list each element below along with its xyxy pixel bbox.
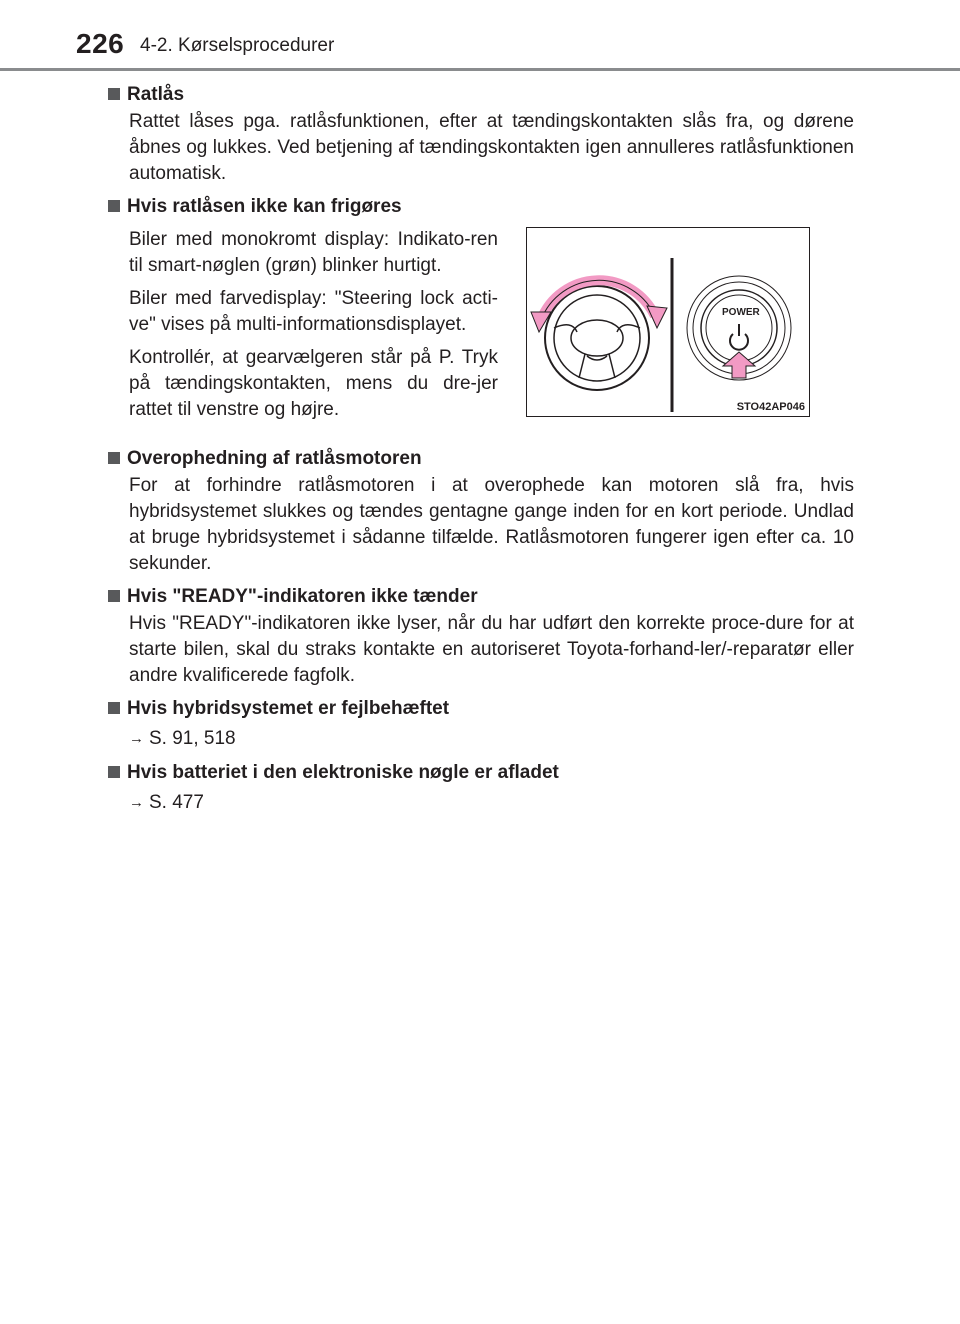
- heading-text: Overophedning af ratlåsmotoren: [127, 448, 422, 469]
- steering-wheel-icon: [545, 286, 649, 390]
- square-bullet-icon: [108, 452, 120, 464]
- page-header: [0, 0, 960, 75]
- section-heading: [108, 192, 854, 221]
- square-bullet-icon: [108, 590, 120, 602]
- chapter-title: 4-2. Kørselsprocedurer: [140, 35, 335, 56]
- text-and-figure: [129, 227, 854, 430]
- section-ratlaas-frigoeres: [108, 192, 854, 430]
- section-heading: [108, 582, 854, 611]
- section-ratlaas: [108, 80, 854, 187]
- right-arrow-icon: →: [129, 794, 144, 811]
- page-content: [108, 80, 854, 816]
- section-batteri-afladet: [108, 758, 854, 816]
- heading-text: Hvis "READY"-indikatoren ikke tænder: [127, 586, 478, 607]
- paragraph: Kontrollér, at gearvælgeren står på P. Tryk på tændingskontakten, mens du dre-jer rattet til venstre og højre.: [129, 347, 498, 420]
- section-body: For at forhindre ratlåsmotoren i at overophede kan motoren slå fra, hvis hybridsystemet slukkes og tændes gentagne gange inden for en kort periode. Undlad at bruge hybridsystemet i sådanne tilfælde. Ratlåsmotoren fungerer igen efter ca. 10 sekunder.: [129, 475, 854, 574]
- section-hybridsystem-fejl: [108, 694, 854, 752]
- square-bullet-icon: [108, 766, 120, 778]
- figure-illustration: [527, 228, 809, 416]
- heading-text: Hvis hybridsystemet er fejlbehæftet: [127, 698, 450, 719]
- page-reference: [129, 790, 854, 816]
- square-bullet-icon: [108, 702, 120, 714]
- section-body: Rattet låses pga. ratlåsfunktionen, efter at tændingskontakten slås fra, og dørene åbnes og lukkes. Ved betjening af tændingskontakten igen annulleres ratlåsfunktionen automatisk.: [129, 111, 854, 184]
- instruction-text: [129, 227, 498, 430]
- section-heading: [108, 80, 854, 109]
- section-heading: [108, 694, 854, 723]
- paragraph: Biler med monokromt display: Indikato-ren til smart-nøglen (grøn) blinker hurtigt.: [129, 229, 498, 276]
- section-ready-indikator: [108, 582, 854, 689]
- page-reference: [129, 726, 854, 752]
- heading-text: Hvis batteriet i den elektroniske nøgle er afladet: [127, 762, 559, 783]
- page-number: 226: [76, 28, 125, 59]
- heading-text: Hvis ratlåsen ikke kan frigøres: [127, 196, 402, 217]
- section-overophedning: [108, 444, 854, 577]
- section-heading: [108, 758, 854, 787]
- reference-text: S. 91, 518: [149, 728, 236, 749]
- right-arrow-icon: →: [129, 730, 144, 747]
- heading-text: Ratlås: [127, 84, 185, 105]
- reference-text: S. 477: [149, 792, 204, 813]
- section-heading: [108, 444, 854, 473]
- figure-code: STO42AP046: [736, 401, 805, 413]
- square-bullet-icon: [108, 88, 120, 100]
- square-bullet-icon: [108, 200, 120, 212]
- power-label: POWER: [722, 307, 760, 318]
- paragraph: Biler med farvedisplay: "Steering lock acti-ve" vises på multi-informationsdisplayet.: [129, 288, 498, 335]
- steering-lock-figure: [526, 227, 810, 417]
- header-divider: [0, 68, 960, 71]
- section-body: Hvis "READY"-indikatoren ikke lyser, når du har udført den korrekte proce-dure for at starte bilen, skal du straks kontakte en autoriseret Toyota-forhand-ler/-reparatør eller andre kvalificerede fagfolk.: [129, 613, 854, 686]
